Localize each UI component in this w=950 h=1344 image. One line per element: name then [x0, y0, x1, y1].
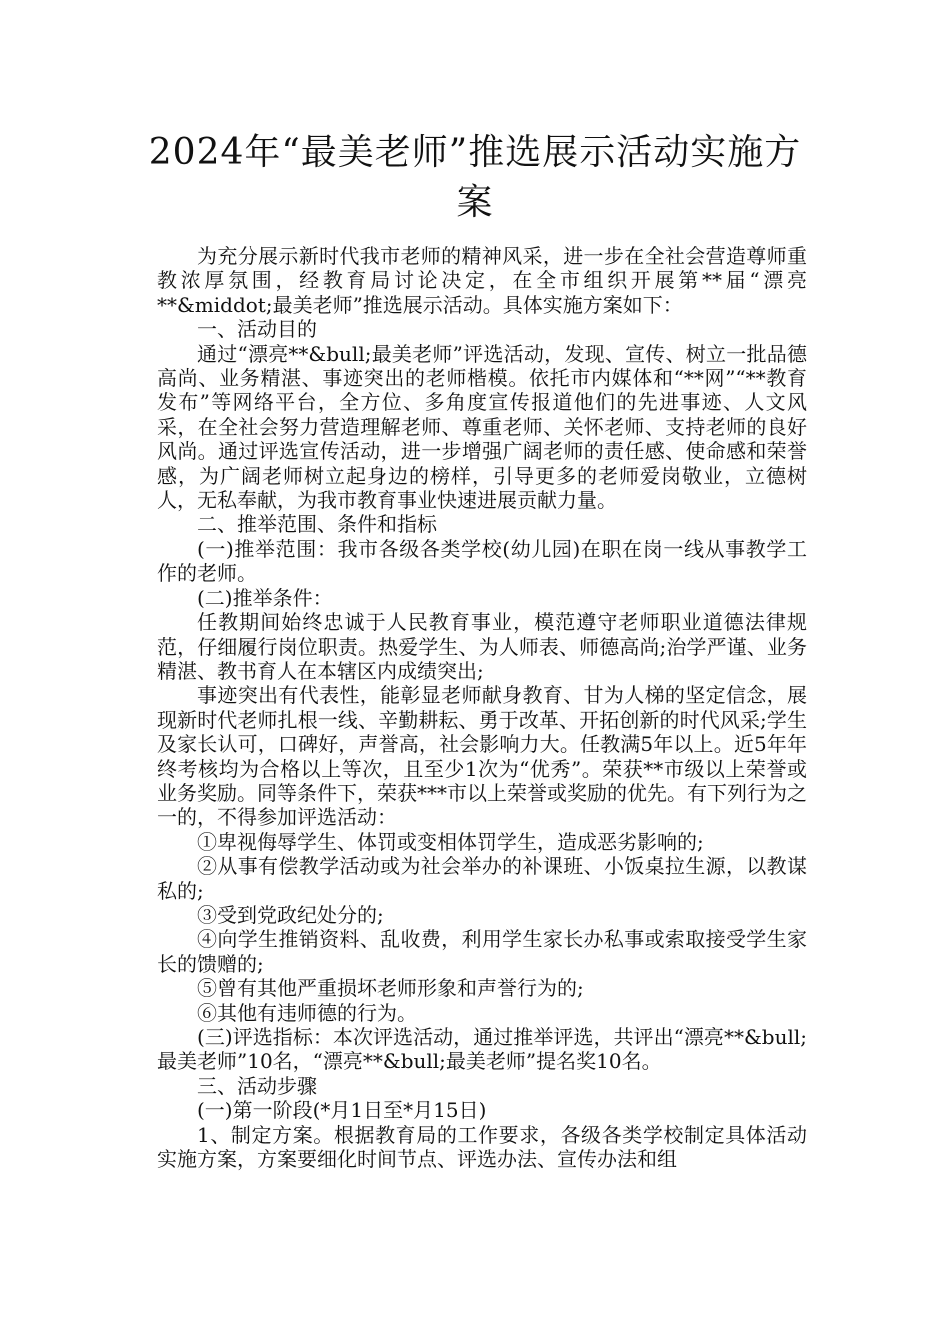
- intro-paragraph: 为充分展示新时代我市老师的精神风采，进一步在全社会营造尊师重教浓厚氛围，经教育局讨论决定，在全市组织开展第**届“漂亮**&middot;最美老师”推选展示活动。具体实施方案如下：: [157, 244, 807, 317]
- section-heading-purpose: 一、活动目的: [197, 317, 317, 342]
- exclusion-item-3: ③受到党政纪处分的;: [197, 902, 384, 927]
- section-heading-steps: 三、活动步骤: [197, 1073, 317, 1098]
- conditions-paragraph-2: 事迹突出有代表性，能彰显老师献身教育、甘为人梯的坚定信念，展现新时代老师扎根一线、辛勤耕耘、勇于改革、开拓创新的时代风采;学生及家长认可，口碑好，声誉高，社会影响力大。任教满5年以上。近5年年终考核均为合格以上等次，且至少1次为“优秀”。荣获**市级以上荣誉或业务奖励。同等条件下，荣获***市以上荣誉或奖励的优先。有下列行为之一的，不得参加评选活动：: [157, 683, 807, 830]
- exclusion-item-6: ⑥其他有违师德的行为。: [197, 1000, 417, 1025]
- conditions-paragraph-1: 任教期间始终忠诚于人民教育事业，模范遵守老师职业道德法律规范，仔细履行岗位职责。热爱学生、为人师表、师德高尚;治学严谨、业务精湛、教书育人在本辖区内成绩突出;: [157, 610, 807, 683]
- section-heading-scope: 二、推举范围、条件和指标: [197, 512, 437, 537]
- exclusion-item-2: ②从事有偿教学活动或为社会举办的补课班、小饭桌拉生源，以教谋私的;: [157, 854, 807, 903]
- scope-paragraph: (一)推举范围：我市各级各类学校(幼儿园)在职在岗一线从事教学工作的老师。: [157, 536, 807, 586]
- exclusion-item-1: ①卑视侮辱学生、体罚或变相体罚学生，造成恶劣影响的;: [197, 829, 704, 854]
- exclusion-item-5: ⑤曾有其他严重损坏老师形象和声誉行为的;: [197, 976, 584, 1001]
- stage-one-paragraph: 1、制定方案。根据教育局的工作要求，各级各类学校制定具体活动实施方案，方案要细化时间节点、评选办法、宣传办法和组: [157, 1122, 807, 1172]
- quota-paragraph: (三)评选指标：本次评选活动，通过推举评选，共评出“漂亮**&bull;最美老师”10名，“漂亮**&bull;最美老师”提名奖10名。: [157, 1025, 807, 1074]
- exclusion-item-4: ④向学生推销资料、乱收费，利用学生家长办私事或索取接受学生家长的馈赠的;: [157, 927, 807, 976]
- title-line-2: 案: [456, 182, 494, 223]
- conditions-heading: (二)推举条件：: [197, 585, 333, 610]
- purpose-paragraph: 通过“漂亮**&bull;最美老师”评选活动，发现、宣传、树立一批品德高尚、业务精湛、事迹突出的老师楷模。依托市内媒体和“**网”“**教育发布”等网络平台，全方位、多角度宣传报道他们的先进事迹、人文风采，在全社会努力营造理解老师、尊重老师、关怀老师、支持老师的良好风尚。通过评选宣传活动，进一步增强广阔老师的责任感、使命感和荣誉感，为广阔老师树立起身边的榜样，引导更多的老师爱岗敬业，立德树人，无私奉献，为我市教育事业快速进展贡献力量。: [157, 341, 807, 513]
- stage-one-heading: (一)第一阶段(*月1日至*月15日): [197, 1098, 487, 1123]
- document-body: [157, 244, 807, 1171]
- title-line-1: 2024年“最美老师”推选展示活动实施方: [148, 132, 802, 173]
- document-title: [120, 128, 830, 228]
